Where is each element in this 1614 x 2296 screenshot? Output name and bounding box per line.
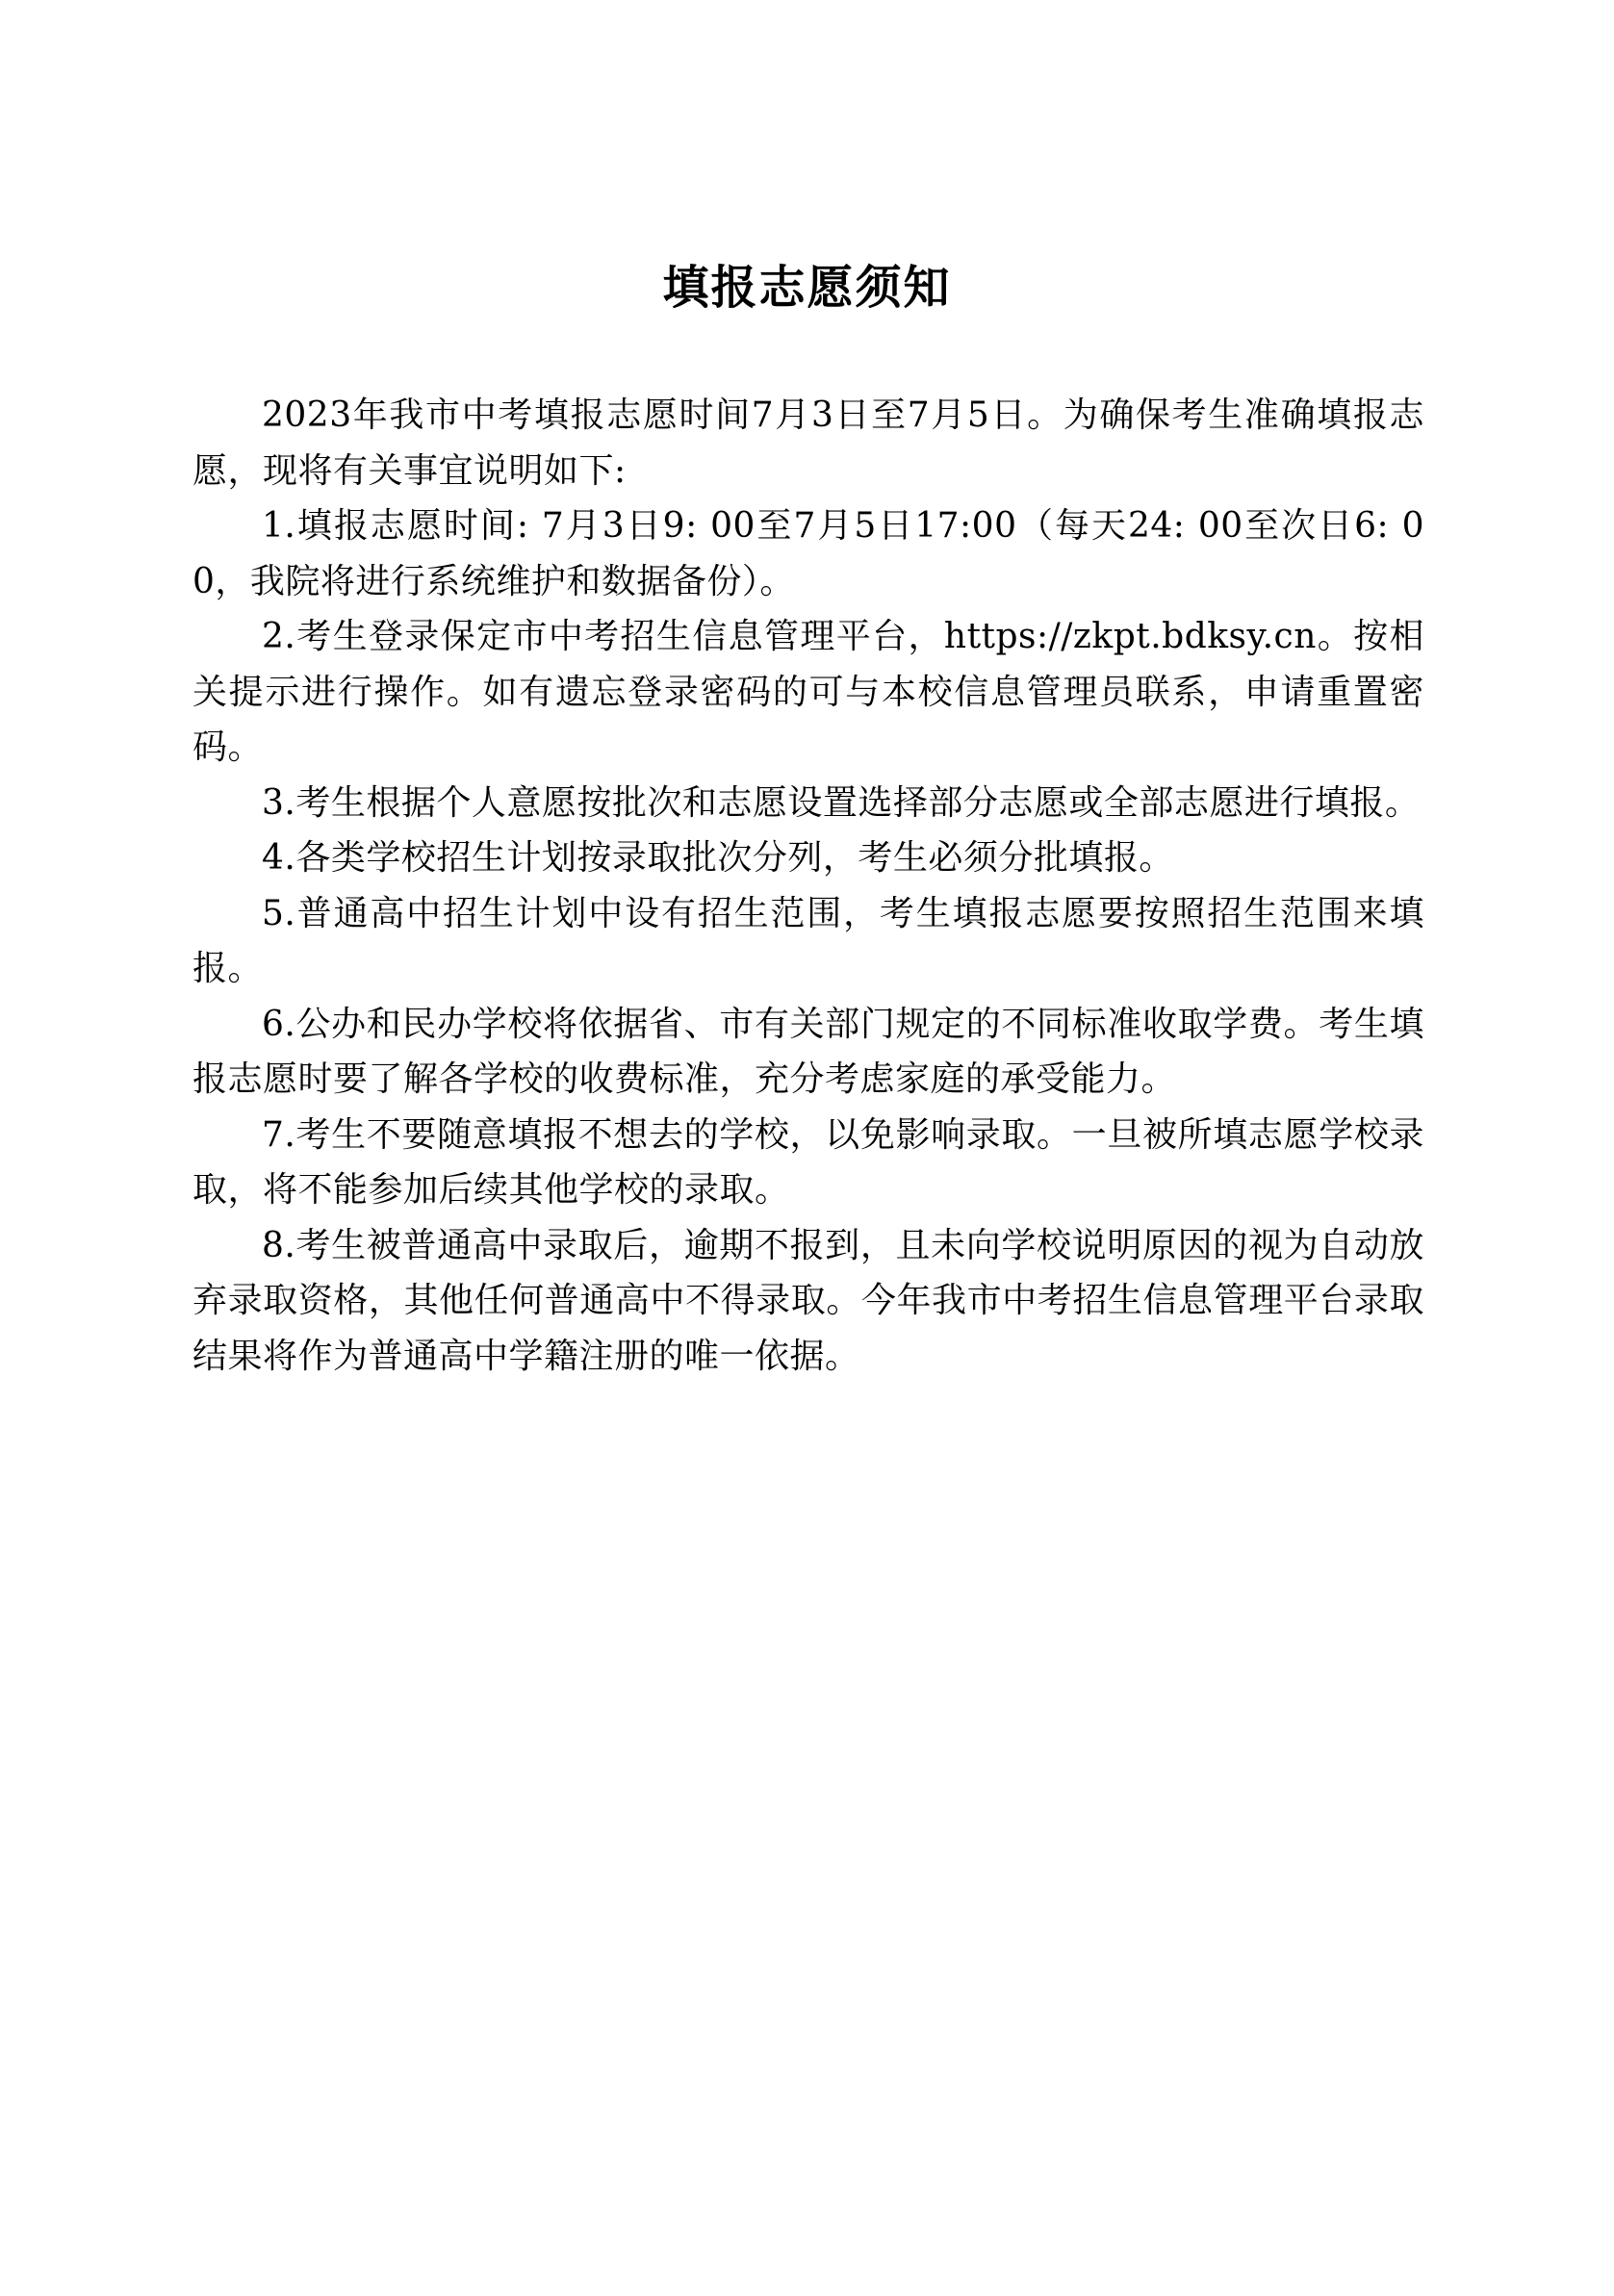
item-4-paragraph: 4.各类学校招生计划按录取批次分列，考生必须分批填报。 bbox=[262, 838, 1174, 878]
item-6-paragraph: 6.公办和民办学校将依据省、市有关部门规定的不同标准收取学费。考生填报志愿时要了解各学校的收费标准，充分考虑家庭的承受能力。 bbox=[192, 1004, 1424, 1099]
item-3-paragraph: 3.考生根据个人意愿按批次和志愿设置选择部分志愿或全部志愿进行填报。 bbox=[262, 782, 1421, 823]
item-2-paragraph: 2.考生登录保定市中考招生信息管理平台，https://zkpt.bdksy.cn。按相关提示进行操作。如有遗忘登录密码的可与本校信息管理员联系，申请重置密码。 bbox=[192, 617, 1424, 767]
item-1-paragraph: 1.填报志愿时间: 7月3日9: 00至7月5日17:00（每天24: 00至次日6: 00，我院将进行系统维护和数据备份）。 bbox=[192, 506, 1424, 601]
intro-paragraph: 2023年我市中考填报志愿时间7月3日至7月5日。为确保考生准确填报志愿，现将有关事宜说明如下: bbox=[192, 395, 1424, 491]
document-body bbox=[192, 388, 1424, 1384]
item-5-paragraph: 5.普通高中招生计划中设有招生范围，考生填报志愿要按照招生范围来填报。 bbox=[192, 893, 1424, 988]
item-7-paragraph: 7.考生不要随意填报不想去的学校，以免影响录取。一旦被所填志愿学校录取，将不能参加后续其他学校的录取。 bbox=[192, 1114, 1424, 1210]
document-title: 填报志愿须知 bbox=[662, 261, 952, 315]
item-8-paragraph: 8.考生被普通高中录取后，逾期不报到，且未向学校说明原因的视为自动放弃录取资格，其他任何普通高中不得录取。今年我市中考招生信息管理平台录取结果将作为普通高中学籍注册的唯一依据。 bbox=[192, 1225, 1424, 1376]
